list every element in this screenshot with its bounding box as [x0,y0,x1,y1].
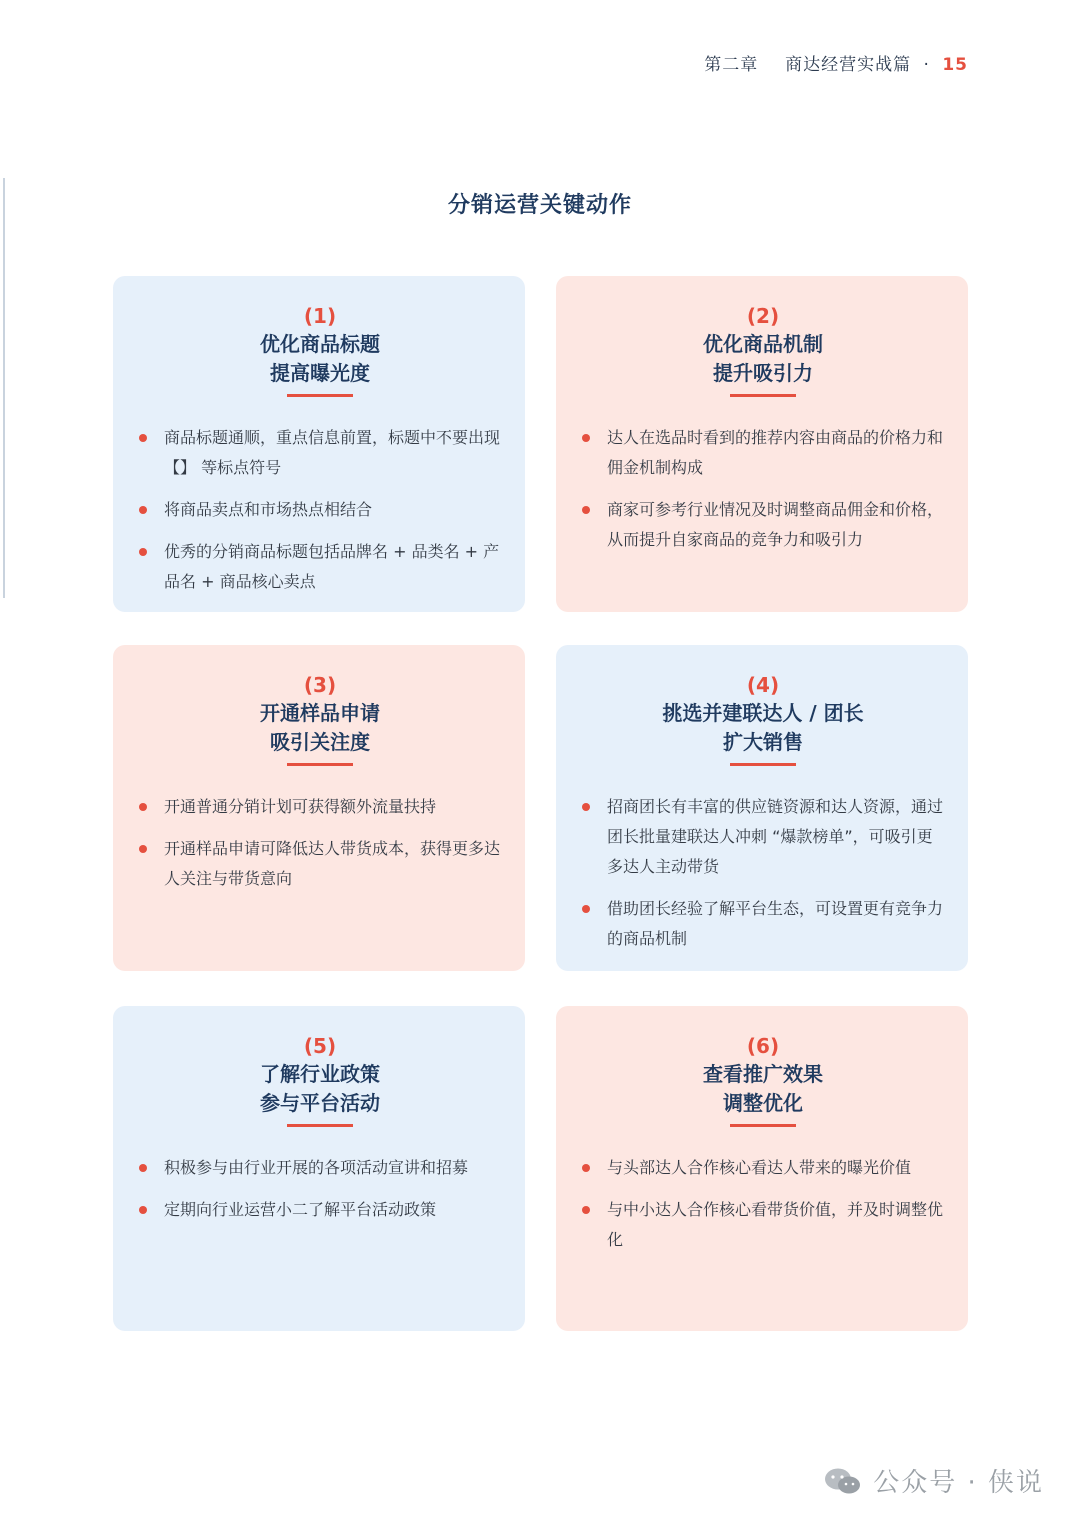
bullet-dot-icon [139,1206,147,1214]
bullet-list [580,792,946,954]
bullet-text: 与头部达人合作核心看达人带来的曝光价值 [607,1158,912,1177]
card-sample-application [113,645,525,971]
bullet-dot-icon [582,1206,590,1214]
card-heading-line2: 吸引关注度 [270,730,370,754]
card-number: (1) [303,304,337,328]
card-optimize-title [113,276,525,612]
bullet-dot-icon [139,434,147,442]
bullet-item [137,1153,503,1183]
bullet-dot-icon [582,905,590,913]
wechat-icon [823,1466,863,1496]
card-optimize-mechanism [556,276,968,612]
bullet-text: 商家可参考行业情况及时调整商品佣金和价格，从而提升自家商品的竞争力和吸引力 [607,500,944,549]
bullet-item [137,834,503,894]
heading-underline [730,1124,796,1127]
bullet-text: 积极参与由行业开展的各项活动宣讲和招募 [164,1158,469,1177]
header-chapter: 第二章 [704,55,759,75]
card-industry-policy [113,1006,525,1331]
bullet-item [137,495,503,525]
bullet-item [580,894,946,954]
card-heading-line1: 优化商品机制 [703,332,823,356]
bullet-list [580,1153,946,1255]
bullet-text: 开通普通分销计划可获得额外流量扶持 [164,797,437,816]
card-number: (3) [303,673,337,697]
bullet-dot-icon [139,845,147,853]
bullet-dot-icon [582,506,590,514]
bullet-list [580,423,946,555]
bullet-list [137,792,503,894]
bullet-text: 优秀的分销商品标题包括品牌名 + 品类名 + 产品名 + 商品核心卖点 [164,542,500,591]
bullet-text: 招商团长有丰富的供应链资源和达人资源，通过团长批量建联达人冲刺 “爆款榜单”，可吸引更多达人主动带货 [607,797,944,876]
watermark [823,1462,1044,1499]
bullet-text: 定期向行业运营小二了解平台活动政策 [164,1200,437,1219]
header-section: 商达经营实战篇 [785,55,912,75]
bullet-text: 达人在选品时看到的推荐内容由商品的价格力和佣金机制构成 [607,428,944,477]
card-number: (5) [303,1034,337,1058]
page-title: 分销运营关键动作 [447,193,632,218]
bullet-dot-icon [582,1164,590,1172]
card-heading-line1: 查看推广效果 [703,1062,823,1086]
bullet-dot-icon [582,803,590,811]
watermark-text: 公众号 · 侠说 [873,1468,1044,1498]
bullet-text: 与中小达人合作核心看带货价值，并及时调整优化 [607,1200,944,1249]
heading-underline [287,763,353,766]
card-number: (2) [746,304,780,328]
header-separator: · [923,55,930,75]
bullet-text: 将商品卖点和市场热点相结合 [164,500,373,519]
bullet-text: 开通样品申请可降低达人带货成本，获得更多达人关注与带货意向 [164,839,501,888]
heading-underline [287,394,353,397]
card-number: (6) [746,1034,780,1058]
card-heading-line1: 挑选并建联达人 / 团长 [662,701,864,725]
bullet-list [137,423,503,597]
card-heading-line2: 参与平台活动 [260,1091,380,1115]
left-margin-rule [3,178,5,598]
bullet-item [137,1195,503,1225]
bullet-item [137,792,503,822]
bullet-list [137,1153,503,1225]
card-heading-line1: 开通样品申请 [260,701,380,725]
card-heading-line2: 提升吸引力 [713,361,813,385]
card-promotion-effect [556,1006,968,1331]
bullet-item [580,423,946,483]
bullet-dot-icon [139,803,147,811]
heading-underline [730,394,796,397]
bullet-item [580,495,946,555]
card-heading-line2: 扩大销售 [723,730,803,754]
bullet-dot-icon [582,434,590,442]
heading-underline [287,1124,353,1127]
card-number: (4) [746,673,780,697]
bullet-item [137,537,503,597]
bullet-item [137,423,503,483]
bullet-dot-icon [139,506,147,514]
page-number: 15 [942,55,968,75]
card-heading-line2: 提高曝光度 [270,361,370,385]
bullet-text: 借助团长经验了解平台生态，可设置更有竞争力的商品机制 [607,899,944,948]
running-header [704,50,968,75]
card-heading-line2: 调整优化 [723,1091,803,1115]
card-heading-line1: 了解行业政策 [260,1062,380,1086]
card-connect-talent [556,645,968,971]
bullet-dot-icon [139,548,147,556]
heading-underline [730,763,796,766]
bullet-text: 商品标题通顺，重点信息前置，标题中不要出现 【】 等标点符号 [164,428,501,477]
bullet-dot-icon [139,1164,147,1172]
bullet-item [580,1153,946,1183]
bullet-item [580,1195,946,1255]
bullet-item [580,792,946,882]
card-heading-line1: 优化商品标题 [260,332,380,356]
